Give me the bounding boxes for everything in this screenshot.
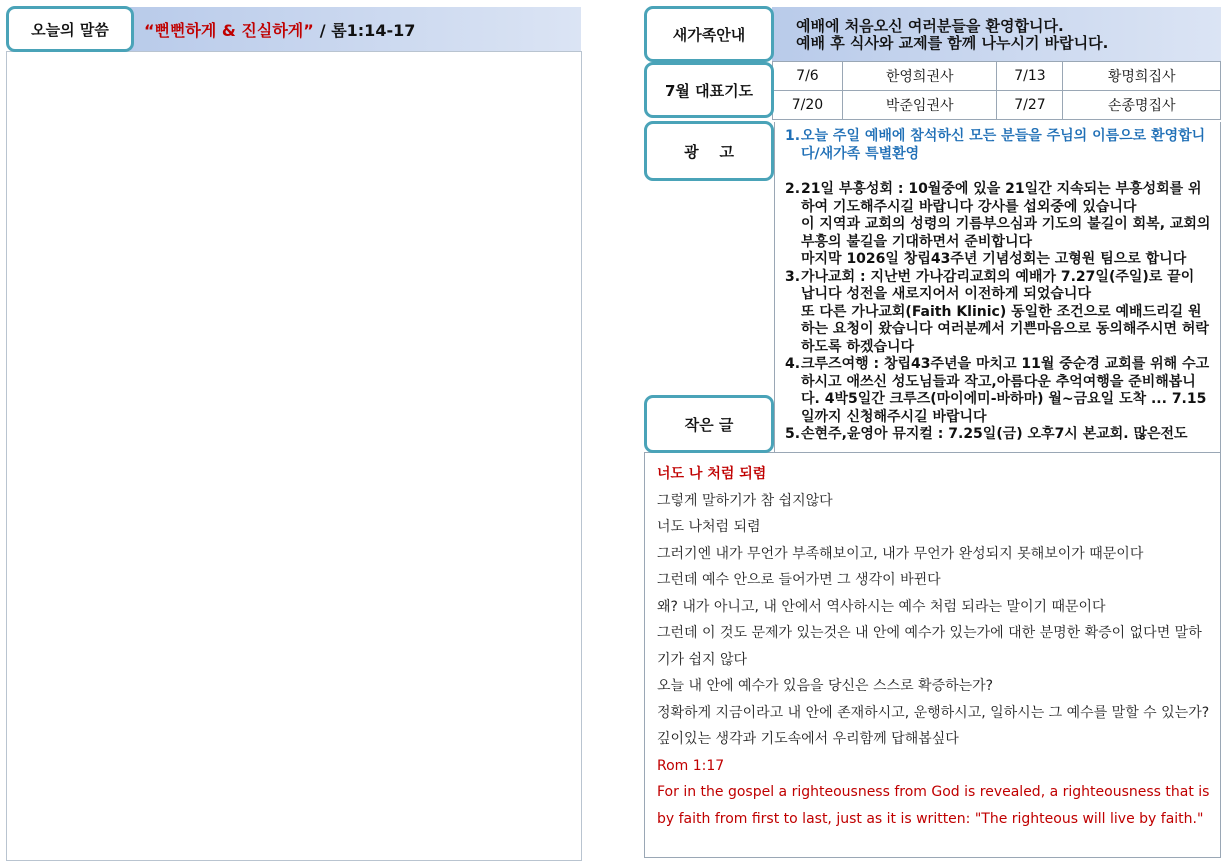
- prayer-tab-label: 7월 대표기도: [664, 81, 754, 100]
- prayer-schedule-table: [772, 61, 1221, 120]
- essay-line: 너도 나처럼 되렴: [657, 519, 761, 535]
- verse-reference: Rom 1:17: [657, 757, 725, 774]
- prayer-date: 7/20: [773, 91, 843, 120]
- table-row: [773, 91, 1221, 120]
- prayer-date: 7/27: [997, 91, 1063, 120]
- welcome-line-2: 예배 후 식사와 교제를 함께 나누시기 바랍니다.: [796, 34, 1109, 52]
- welcome-tab: [644, 6, 774, 62]
- sermon-reference: / 롬1:14-17: [319, 20, 416, 40]
- essay-line: 오늘 내 안에 예수가 있음을 당신은 스스로 확증하는가?: [657, 678, 994, 694]
- essay-line: 그런데 예수 안으로 들어가면 그 생각이 바뀐다: [657, 572, 941, 588]
- item-text: 가나교회 : 지난번 가나감리교회의 예배가 7.27일(주일)로 끝이 납니다 성전을 새로지어서 이전하게 되었습니다: [801, 268, 1195, 302]
- item-text: 또 다른 가나교회(Faith Klinic) 동일한 조건으로 예배드리길 원하는 요청이 왔습니다 여러분께서 기쁜마음으로 동의해주시면 허락하도록 하겠습니다: [801, 303, 1209, 355]
- prayer-name: 황명희집사: [1063, 62, 1221, 91]
- sermon-tab: [6, 6, 134, 52]
- prayer-date: 7/13: [997, 62, 1063, 91]
- verse-text: For in the gospel a righteousness from God is revealed, a righteousness that is by faith from first to last, just as it is written: "The righteous will live by faith.": [657, 784, 1210, 827]
- welcome-message: [772, 7, 1221, 61]
- essay-line: 정확하게 지금이라고 내 안에 존재하시고, 운행하시고, 일하시는 그 예수를 말할 수 있는가?: [657, 704, 1210, 721]
- item-number: 2.: [785, 181, 801, 197]
- sermon-tab-label: 오늘의 말씀: [31, 20, 109, 39]
- prayer-name: 손종명집사: [1063, 91, 1221, 120]
- item-text: 오늘 주일 예배에 참석하신 모든 분들을 주님의 이름으로 환영합니다/새가족 특별환영: [801, 128, 1206, 162]
- welcome-tab-label: 새가족안내: [672, 25, 746, 44]
- item-number: 1.: [785, 128, 801, 144]
- table-row: [773, 62, 1221, 91]
- list-item: [785, 128, 1212, 163]
- item-number: 3.: [785, 268, 801, 285]
- item-text: 크루즈여행 : 창립43주년을 마치고 11월 중순경 교회를 위해 수고하시고 애쓰신 성도님들과 작고,아름다운 추억여행을 준비해봅니다. 4박5일간 크루즈(마이에미-바하마) 월~금요일 도착 ... 7.15일까지 신청해주시길 바랍니다: [801, 356, 1210, 425]
- item-text: 이 지역과 교회의 성령의 기름부으심과 기도의 불길이 회복, 교회의 부흥의 불길을 기대하면서 준비합니다: [801, 216, 1211, 250]
- spacer: [785, 163, 1212, 181]
- announcements-list: [774, 122, 1221, 452]
- prayer-name: 한영희권사: [842, 62, 997, 91]
- prayer-name: 박준임권사: [842, 91, 997, 120]
- essay-line: 그런데 이 것도 문제가 있는것은 내 안에 예수가 있는가에 대한 분명한 확증이 없다면 말하기가 쉽지 않다: [657, 625, 1202, 668]
- prayer-date: 7/6: [773, 62, 843, 91]
- prayer-tab: [644, 62, 774, 118]
- list-item: [785, 181, 1212, 269]
- essay-line: 왜? 내가 아니고, 내 안에서 역사하시는 예수 처럼 되라는 말이기 때문이다: [657, 598, 1106, 615]
- list-item: [785, 269, 1212, 357]
- essay-line: 깊이있는 생각과 기도속에서 우리함께 답해봅싶다: [657, 731, 959, 747]
- essay-content: [644, 452, 1221, 858]
- essay-tab: [644, 395, 774, 453]
- item-text: 마지막 1026일 창립43주년 기념성회는 고형원 팀으로 합니다: [801, 251, 1187, 267]
- welcome-line-1: 예배에 처음오신 여러분들을 환영합니다.: [796, 17, 1064, 35]
- sermon-content-area: [6, 51, 582, 861]
- essay-tab-label: 작은 글: [684, 415, 734, 434]
- essay-title: 너도 나 처럼 되렴: [657, 466, 767, 482]
- item-text: 손현주,윤영아 뮤지컬 : 7.25일(금) 오후7시 본교회. 많은전도: [801, 426, 1188, 442]
- list-item: [785, 356, 1212, 426]
- announcements-tab-label: 광 고: [684, 142, 734, 161]
- essay-line: 그러기엔 내가 무언가 부족해보이고, 내가 무언가 완성되지 못해보이가 때문이다: [657, 545, 1144, 562]
- item-number: 4.: [785, 356, 801, 372]
- list-item: [785, 426, 1212, 444]
- essay-line: 그렇게 말하기가 참 쉽지않다: [657, 492, 833, 509]
- item-text: 21일 부흥성회 : 10월중에 있을 21일간 지속되는 부흥성회를 위하여 기도해주시길 바랍니다 강사를 섭외중에 있습니다: [801, 181, 1202, 215]
- item-number: 5.: [785, 426, 801, 442]
- sermon-header: [130, 7, 581, 51]
- announcements-tab: [644, 121, 774, 181]
- sermon-title: “뻔뻔하게 & 진실하게”: [144, 20, 314, 40]
